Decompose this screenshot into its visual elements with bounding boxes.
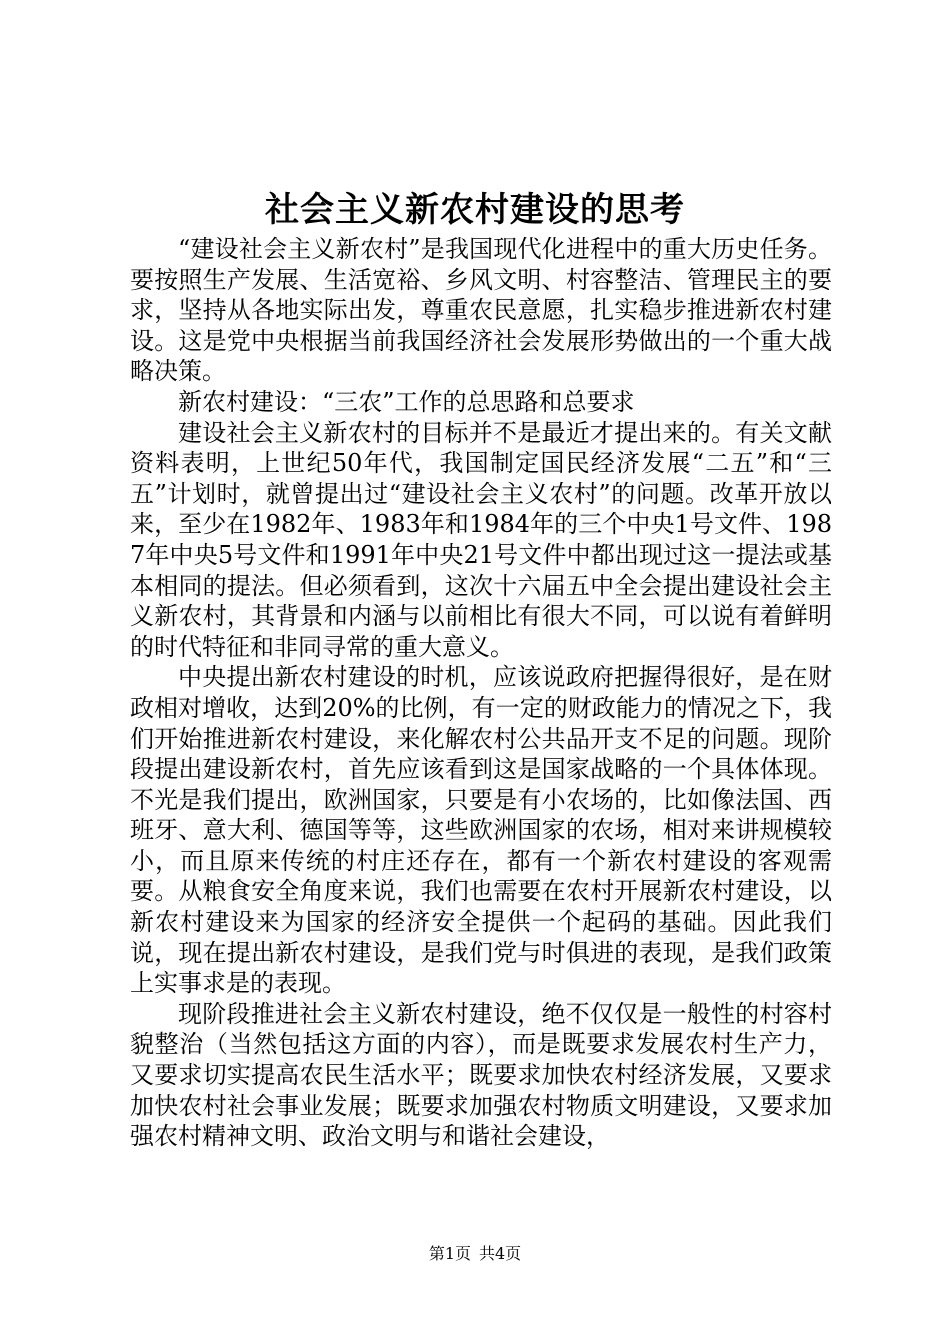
paragraph-timing: 中央提出新农村建设的时机，应该说政府把握得很好，是在财政相对增收，达到20%的比例，有一定的财政能力的情况之下，我们开始推进新农村建设，来化解农村公共品开支不足的问题。现阶段提出建设新农村，首先应该看到这是国家战略的一个具体体现。不光是我们提出，欧洲国家，只要是有小农场的，比如像法国、西班牙、意大利、德国等等，这些欧洲国家的农场，相对来讲规模较小，而且原来传统的村庄还存在，都有一个新农村建设的客观需要。从粮食安全角度来说，我们也需要在农村开展新农村建设，以新农村建设来为国家的经济安全提供一个起码的基础。因此我们说，现在提出新农村建设，是我们党与时俱进的表现，是我们政策上实事求是的表现。	[130, 663, 832, 998]
paragraph-section-heading: 新农村建设：“三农”工作的总思路和总要求	[178, 387, 635, 416]
page-footer	[0, 1244, 950, 1264]
paragraph-history: 建设社会主义新农村的目标并不是最近才提出来的。有关文献资料表明，上世纪50年代，我国制定国民经济发展“二五”和“三五”计划时，就曾提出过“建设社会主义农村”的问题。改革开放以来，至少在1982年、1983年和1984年的三个中央1号文件、1987年中央5号文件和1991年中央21号文件中都出现过这一提法或基本相同的提法。但必须看到，这次十六届五中全会提出建设社会主义新农村，其背景和内涵与以前相比有很大不同，可以说有着鲜明的时代特征和非同寻常的重大意义。	[130, 418, 832, 661]
document-body	[130, 234, 832, 1152]
page-total: 共4页	[479, 1244, 522, 1263]
paragraph-current-stage: 现阶段推进社会主义新农村建设，绝不仅仅是一般性的村容村貌整治（当然包括这方面的内容），而是既要求发展农村生产力，又要求切实提高农民生活水平；既要求加快农村经济发展，又要求加快农村社会事业发展；既要求加强农村物质文明建设，又要求加强农村精神文明、政治文明与和谐社会建设，	[130, 999, 832, 1151]
document-title: 社会主义新农村建设的思考	[265, 190, 685, 230]
paragraph-intro: “建设社会主义新农村”是我国现代化进程中的重大历史任务。要按照生产发展、生活宽裕、乡风文明、村容整洁、管理民主的要求，坚持从各地实际出发，尊重农民意愿，扎实稳步推进新农村建设。这是党中央根据当前我国经济社会发展形势做出的一个重大战略决策。	[130, 235, 832, 386]
page-number: 第1页	[428, 1244, 471, 1263]
